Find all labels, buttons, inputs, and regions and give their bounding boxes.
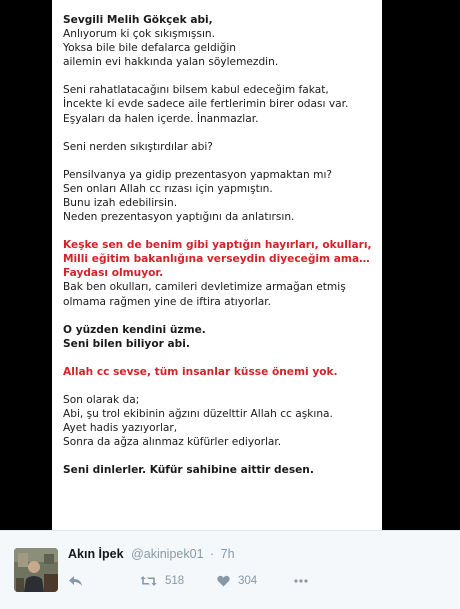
document-line: Sen onları Allah cc rızası için yapmıştın. xyxy=(63,182,273,195)
more-button[interactable] xyxy=(294,579,308,583)
document-line: Anlıyorum ki çok sıkışmışsın. xyxy=(63,28,215,41)
document-line: Eşyaları da halen içerde. İnanmazlar. xyxy=(63,112,259,125)
document-paragraph xyxy=(63,365,375,379)
document-paragraph xyxy=(63,463,375,477)
document-page xyxy=(52,0,382,530)
retweet-count: 518 xyxy=(165,575,185,587)
more-dots-icon xyxy=(294,579,308,583)
tweet-footer xyxy=(0,530,460,609)
document-line: Sonra da ağza alınmaz küfürler ediyorlar. xyxy=(63,436,282,449)
document-line: Ayet hadis yazıyorlar, xyxy=(63,422,178,435)
document-line: ailemin evi hakkında yalan söylemezdin. xyxy=(63,56,279,69)
document-line: Seni nerden sıkıştırdılar abi? xyxy=(63,140,213,153)
author-handle[interactable]: @akinipek01 xyxy=(131,547,204,561)
document-line: Abi, şu trol ekibinin ağzını düzelttir Allah cc aşkına. xyxy=(63,407,333,420)
document-line: Seni rahatlatacağını bilsem kabul edeceğim fakat, xyxy=(63,84,329,97)
document-line: İncekte ki evde sadece aile fertlerimin birer odası var. xyxy=(63,98,349,111)
retweet-icon xyxy=(140,575,157,587)
document-line: Seni dinlerler. Küfür sahibine aittir desen. xyxy=(63,464,314,477)
author-name[interactable]: Akın İpek xyxy=(68,547,124,561)
retweet-button[interactable] xyxy=(140,575,184,587)
document-line: Yoksa bile bile defalarca geldiğin xyxy=(63,42,236,55)
document-paragraph xyxy=(63,393,375,449)
document-paragraph xyxy=(63,27,375,69)
document-line: Milli eğitim bakanlığına verseydin diyeceğim ama… xyxy=(63,253,370,266)
document-paragraph xyxy=(63,280,375,308)
tweet-author-row xyxy=(68,547,235,561)
avatar[interactable] xyxy=(14,548,58,592)
document-line: Keşke sen de benim gibi yaptığın hayırları, okulları, xyxy=(63,239,372,252)
document-line: Bunu izah edebilirsin. xyxy=(63,196,178,209)
document-paragraph xyxy=(63,140,375,154)
document-line: Bak ben okulları, camileri devletimize armağan etmiş xyxy=(63,281,346,294)
document-paragraph xyxy=(63,83,375,125)
document-text xyxy=(63,13,375,491)
document-line: Pensilvanya ya gidip prezentasyon yapmaktan mı? xyxy=(63,168,333,181)
user-avatar-icon xyxy=(14,548,58,592)
document-line: olmama rağmen yine de iftira atıyorlar. xyxy=(63,295,272,308)
document-line: Son olarak da; xyxy=(63,393,140,406)
reply-button[interactable] xyxy=(68,575,83,587)
tweet-timestamp[interactable]: 7h xyxy=(220,547,235,561)
reply-icon xyxy=(68,575,83,587)
document-line: Neden prezentasyon yaptığını da anlatırsın. xyxy=(63,211,295,224)
document-paragraph xyxy=(63,13,375,27)
document-line: O yüzden kendini üzme. xyxy=(63,323,206,336)
document-paragraph xyxy=(63,168,375,224)
document-line: Sevgili Melih Gökçek abi, xyxy=(63,14,213,26)
like-count: 304 xyxy=(238,575,258,587)
document-paragraph xyxy=(63,323,375,351)
document-line: Seni bilen biliyor abi. xyxy=(63,337,190,350)
document-paragraph xyxy=(63,238,375,280)
document-line: Faydası olmuyor. xyxy=(63,267,164,280)
like-button[interactable] xyxy=(217,575,257,587)
separator-dot: · xyxy=(210,547,215,561)
document-line: Allah cc sevse, tüm insanlar küsse önemi yok. xyxy=(63,365,338,378)
heart-icon xyxy=(217,575,230,587)
